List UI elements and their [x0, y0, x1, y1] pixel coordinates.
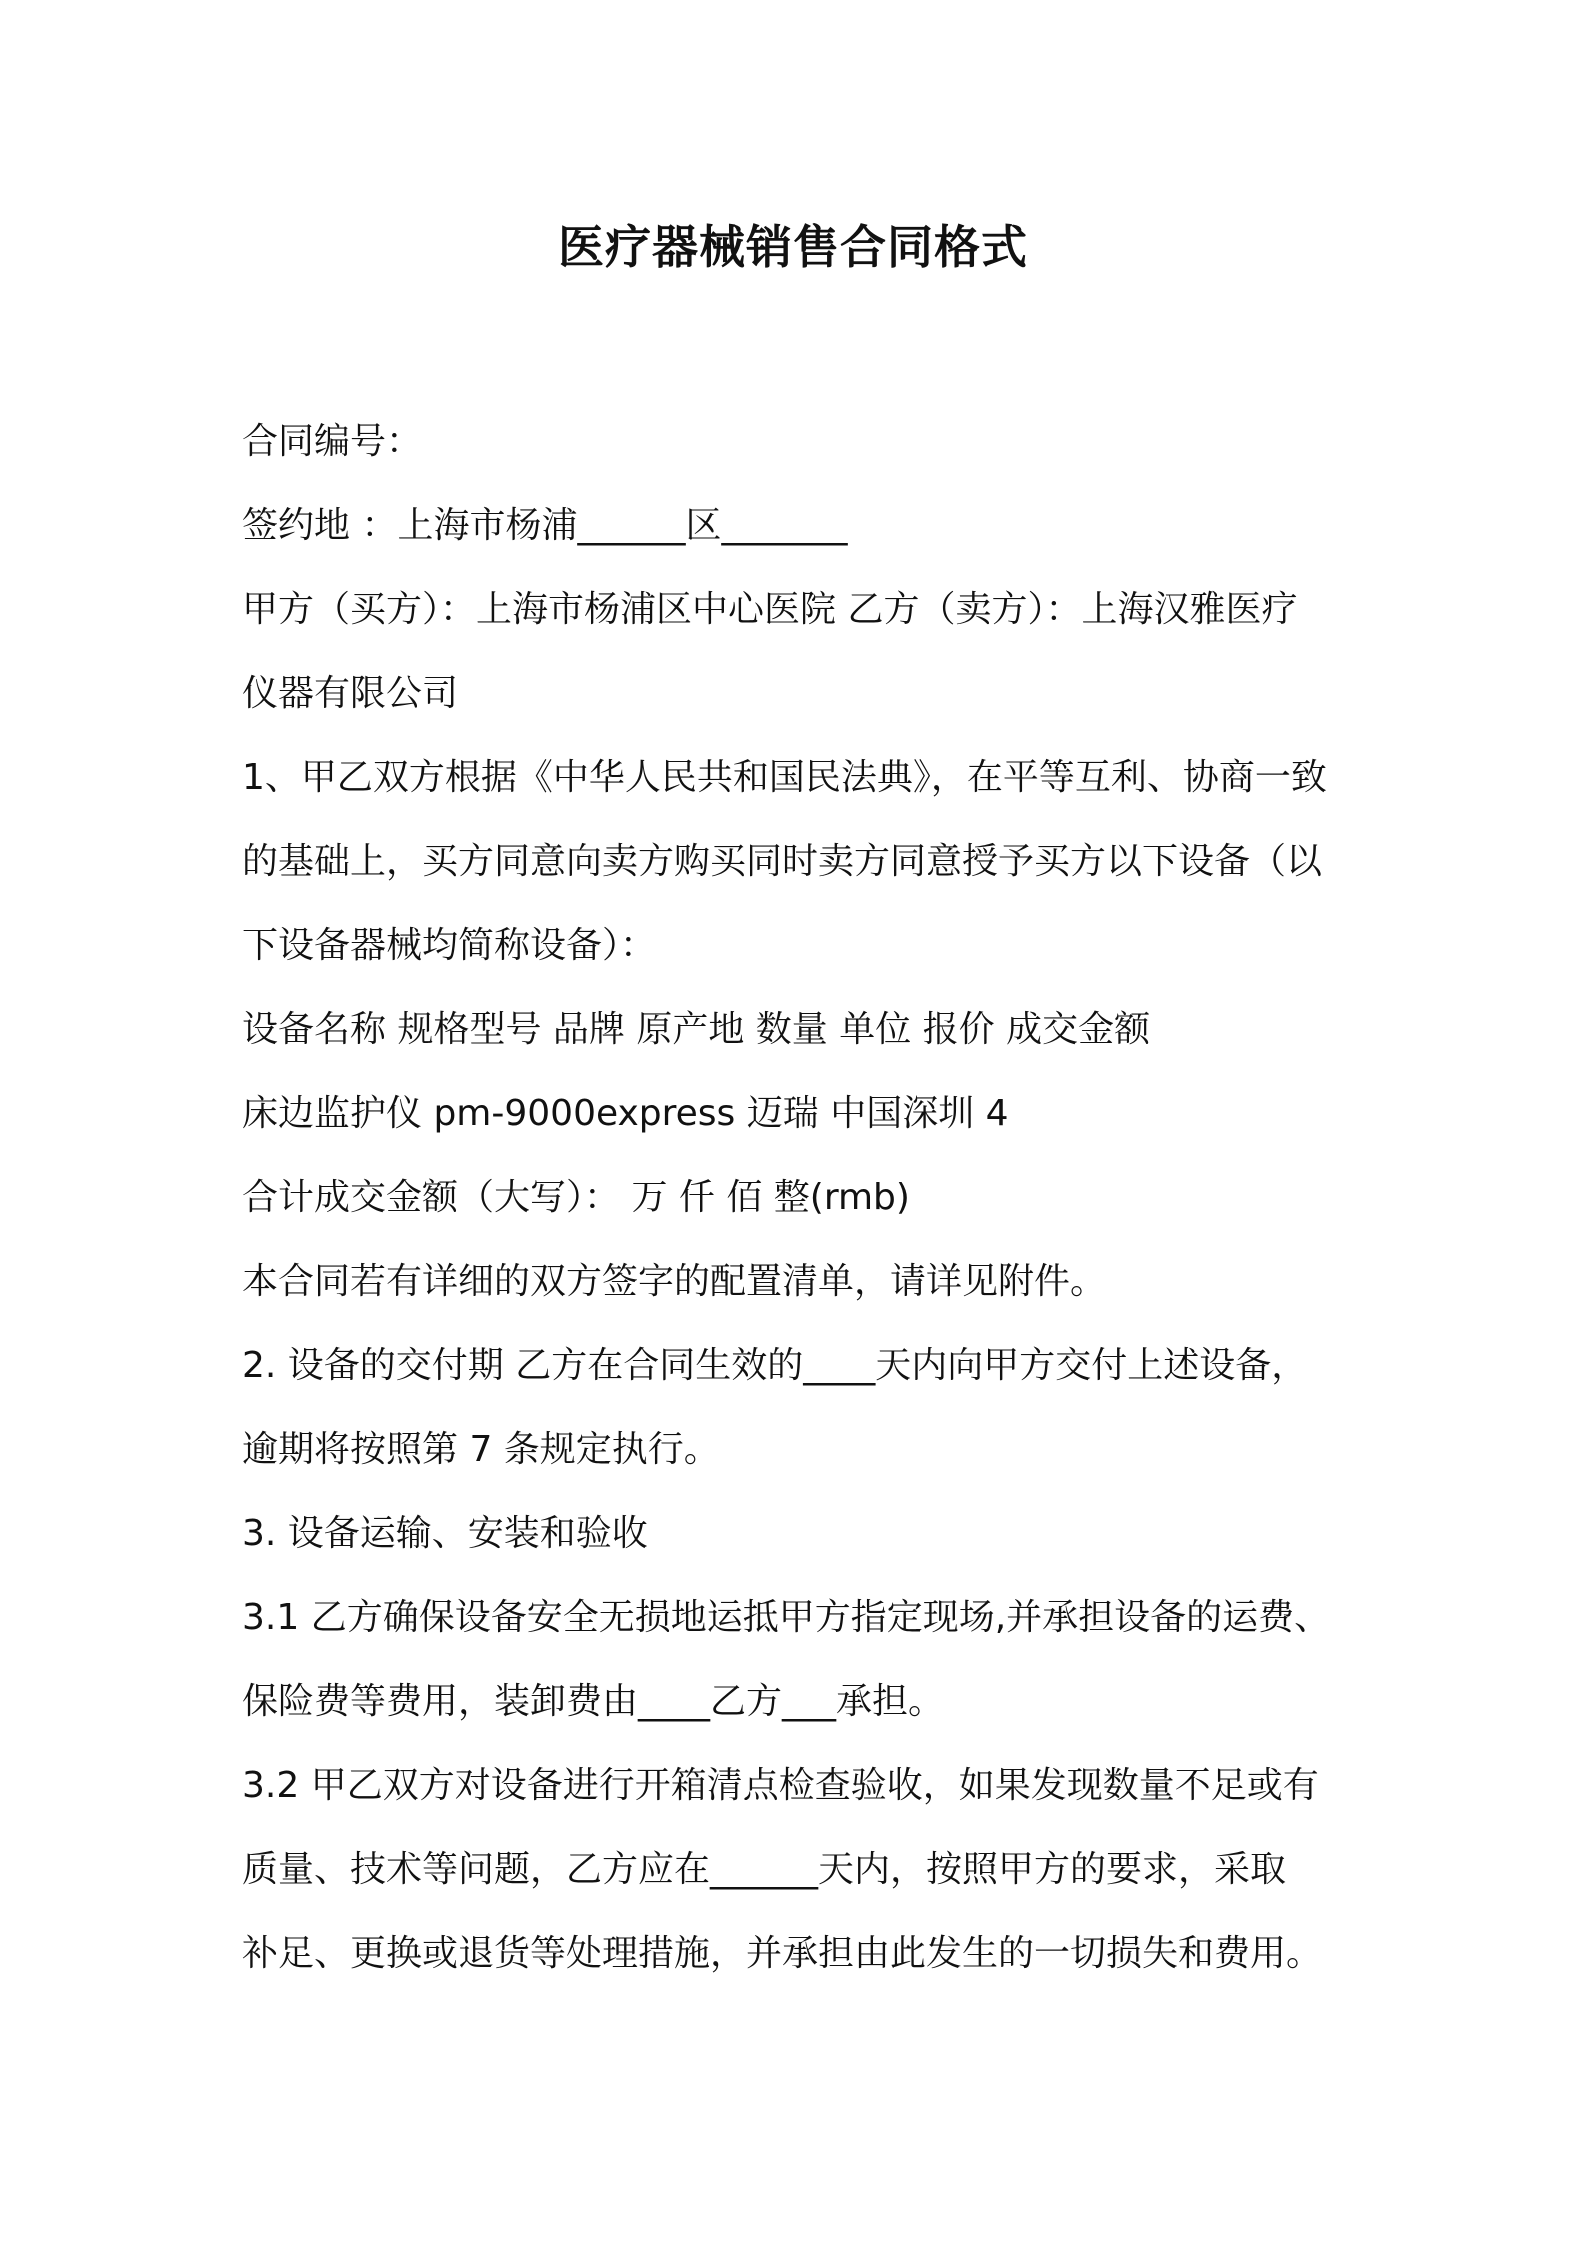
clause-2-line: 逾期将按照第 7 条规定执行。 [242, 1429, 720, 1470]
clause-3-1-line: 保险费等费用，装卸费由____乙方___承担。 [242, 1681, 945, 1722]
clause-3-2-line: 质量、技术等问题，乙方应在______天内，按照甲方的要求，采取 [242, 1849, 1287, 1890]
clause-2-line: 2. 设备的交付期 乙方在合同生效的____天内向甲方交付上述设备， [242, 1345, 1308, 1386]
equipment-row-line: 床边监护仪 pm-9000express 迈瑞 中国深圳 4 [242, 1093, 1009, 1134]
parties-line: 甲方（买方）：上海市杨浦区中心医院 乙方（卖方）：上海汉雅医疗 [242, 589, 1298, 630]
clause-3-2-line: 3.2 甲乙双方对设备进行开箱清点检查验收，如果发现数量不足或有 [242, 1765, 1319, 1806]
document-body [242, 400, 1362, 1996]
attachment-note-line: 本合同若有详细的双方签字的配置清单，请详见附件。 [242, 1261, 1107, 1302]
document-title: 医疗器械销售合同格式 [558, 220, 1028, 274]
parties-line-continued: 仪器有限公司 [242, 673, 459, 714]
clause-1-line: 1、甲乙双方根据《中华人民共和国民法典》，在平等互利、协商一致 [242, 757, 1327, 798]
clause-3-1-line: 3.1 乙方确保设备安全无损地运抵甲方指定现场,并承担设备的运费、 [242, 1597, 1331, 1638]
clause-3-heading: 3. 设备运输、安装和验收 [242, 1513, 648, 1554]
clause-1-line: 的基础上，买方同意向卖方购买同时卖方同意授予买方以下设备（以 [242, 841, 1323, 882]
contract-number-line: 合同编号： [242, 421, 423, 462]
total-amount-line: 合计成交金额（大写）： 万 仟 佰 整(rmb) [242, 1177, 910, 1218]
clause-1-line: 下设备器械均简称设备）： [242, 925, 657, 966]
signing-place-line: 签约地 ：上海市杨浦______区_______ [242, 505, 848, 546]
equipment-header-line: 设备名称 规格型号 品牌 原产地 数量 单位 报价 成交金额 [242, 1009, 1151, 1050]
clause-3-2-line: 补足、更换或退货等处理措施，并承担由此发生的一切损失和费用。 [242, 1933, 1323, 1974]
